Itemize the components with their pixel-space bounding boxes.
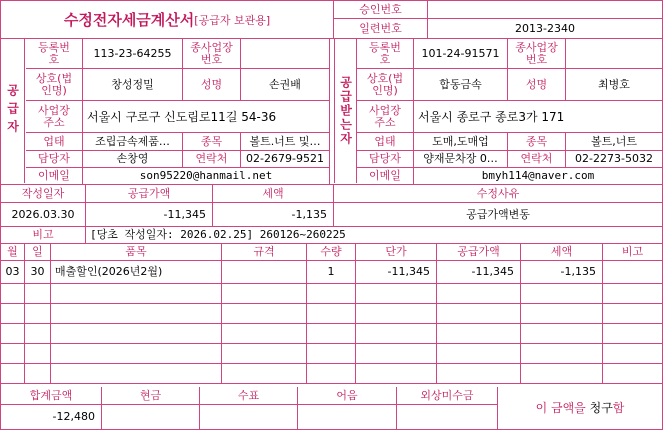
buyer-mgr-label: 담당자	[357, 151, 414, 168]
item-cell-supply: -11,345	[437, 261, 521, 284]
item-cell-price	[356, 304, 437, 324]
item-cell-supply	[437, 364, 521, 384]
items-table	[1, 244, 662, 386]
buyer-biz-value: 도매,도매업	[414, 133, 508, 151]
supplier-tel-label: 연락처	[183, 151, 241, 168]
item-cell-qty	[307, 304, 356, 324]
item-cell-qty	[307, 284, 356, 304]
supplier-mgr-label: 담당자	[26, 151, 83, 168]
items-header-day: 일	[25, 244, 51, 261]
supplier-rep-label: 성명	[183, 69, 241, 101]
summary-note-value: [당초 작성일자: 2026.02.25] 260126~260225	[86, 227, 662, 244]
item-cell-tax	[521, 304, 603, 324]
item-cell-qty	[307, 324, 356, 344]
buyer-addr-label: 사업장주소	[357, 101, 414, 133]
item-cell-month	[1, 304, 25, 324]
item-cell-tax	[521, 324, 603, 344]
supplier-rep-value: 손권배	[241, 69, 329, 101]
buyer-rep-value: 최병호	[566, 69, 662, 101]
approval-label: 승인번호	[334, 1, 428, 19]
item-cell-day	[25, 344, 51, 364]
cash-label: 현금	[102, 387, 200, 405]
item-cell-month	[1, 344, 25, 364]
item-cell-price: -11,345	[356, 261, 437, 284]
serial-label: 일련번호	[334, 19, 428, 38]
summary-reason-label: 수정사유	[334, 185, 662, 203]
claim-post: 함	[612, 401, 625, 415]
item-cell-supply	[437, 284, 521, 304]
supplier-sub-label: 종사업장번호	[183, 39, 241, 69]
item-cell-price	[356, 324, 437, 344]
item-cell-qty	[307, 344, 356, 364]
supplier-addr-value: 서울시 구로구 신도림로11길 54-36	[83, 101, 329, 133]
cash-value	[102, 405, 200, 429]
item-cell-name	[51, 344, 222, 364]
item-cell-spec	[222, 344, 307, 364]
check-label: 수표	[200, 387, 298, 405]
item-cell-day	[25, 284, 51, 304]
supplier-side-text: 공급자	[5, 84, 20, 138]
buyer-tel-label: 연락처	[508, 151, 566, 168]
item-cell-note	[603, 261, 662, 284]
item-cell-price	[356, 364, 437, 384]
claim-pre: 이 금액을	[535, 401, 586, 415]
buyer-item-value: 볼트,너트	[566, 133, 662, 151]
item-cell-month	[1, 324, 25, 344]
title-text: 수정전자세금계산서	[63, 11, 195, 29]
total-value: -12,480	[1, 405, 102, 429]
supplier-name-value: 창성정밀	[83, 69, 183, 101]
item-cell-name	[51, 304, 222, 324]
item-cell-month	[1, 284, 25, 304]
item-cell-name: 매출할인(2026년2월)	[51, 261, 222, 284]
item-cell-qty: 1	[307, 261, 356, 284]
buyer-email-value: bmyh114@naver.com	[481, 169, 595, 182]
items-header-spec: 규격	[222, 244, 307, 261]
supplier-name-label: 상호(법인명)	[26, 69, 83, 101]
items-header-name: 품목	[51, 244, 222, 261]
buyer-reg-value: 101-24-91571	[414, 39, 508, 69]
bill-label: 어음	[298, 387, 397, 405]
supplier-reg-value: 113-23-64255	[83, 39, 183, 69]
summary-date-label: 작성일자	[1, 185, 86, 203]
items-header-note: 비고	[603, 244, 662, 261]
item-cell-qty	[307, 364, 356, 384]
item-cell-name	[51, 364, 222, 384]
item-cell-price	[356, 344, 437, 364]
item-cell-note	[603, 284, 662, 304]
summary-supply-value: -11,345	[86, 203, 213, 227]
approval-value	[428, 1, 662, 19]
item-cell-name	[51, 324, 222, 344]
item-cell-day	[25, 364, 51, 384]
buyer-tel-value: 02-2273-5032	[566, 151, 662, 168]
item-cell-note	[603, 304, 662, 324]
item-cell-tax	[521, 364, 603, 384]
item-cell-supply	[437, 304, 521, 324]
summary-tax-label: 세액	[213, 185, 334, 203]
buyer-addr-value: 서울시 종로구 종로3가 171	[414, 101, 662, 133]
items-header-month: 월	[1, 244, 25, 261]
item-cell-note	[603, 344, 662, 364]
supplier-side-label	[1, 39, 25, 183]
summary-tax-value: -1,135	[213, 203, 334, 227]
item-cell-month: 03	[1, 261, 25, 284]
supplier-email-value: son95220@hanmail.net	[139, 169, 273, 182]
item-cell-supply	[437, 344, 521, 364]
item-cell-name	[51, 284, 222, 304]
buyer-mgr-value: 양재문차장 0…	[414, 151, 508, 168]
item-cell-tax	[521, 344, 603, 364]
buyer-email-label: 이메일	[357, 168, 414, 184]
item-cell-supply	[437, 324, 521, 344]
item-cell-spec	[222, 304, 307, 324]
items-header-price: 단가	[356, 244, 437, 261]
summary-date-value: 2026.03.30	[1, 203, 86, 227]
buyer-name-value: 합동금속	[414, 69, 508, 101]
summary-supply-label: 공급가액	[86, 185, 213, 203]
item-cell-price	[356, 284, 437, 304]
buyer-reg-label: 등록번호	[357, 39, 414, 69]
supplier-sub-value	[241, 39, 329, 69]
supplier-mgr-value: 손창영	[83, 151, 183, 168]
item-cell-spec	[222, 284, 307, 304]
buyer-name-label: 상호(법인명)	[357, 69, 414, 101]
buyer-biz-label: 업태	[357, 133, 414, 151]
title-sub: [공급자 보관용]	[194, 13, 271, 27]
buyer-side-text: 공급받는자	[338, 76, 353, 146]
items-header-qty: 수량	[307, 244, 356, 261]
supplier-addr-label: 사업장주소	[26, 101, 83, 133]
buyer-sub-label: 종사업장번호	[508, 39, 566, 69]
item-cell-month	[1, 364, 25, 384]
supplier-email-label: 이메일	[26, 168, 83, 184]
item-cell-spec	[222, 324, 307, 344]
items-header-tax: 세액	[521, 244, 603, 261]
serial-value: 2013-2340	[515, 21, 575, 35]
item-cell-tax	[521, 284, 603, 304]
claim-statement	[498, 387, 662, 429]
summary-note-label: 비고	[1, 227, 86, 244]
total-label: 합계금액	[1, 387, 102, 405]
item-cell-day	[25, 324, 51, 344]
credit-label: 외상미수금	[397, 387, 498, 405]
supplier-biz-value: 조립금속제품…	[83, 133, 183, 151]
item-cell-note	[603, 324, 662, 344]
item-cell-spec	[222, 364, 307, 384]
buyer-item-label: 종목	[508, 133, 566, 151]
item-cell-day	[25, 304, 51, 324]
bill-value	[298, 405, 397, 429]
supplier-biz-label: 업태	[26, 133, 83, 151]
invoice-title	[1, 1, 334, 38]
item-cell-note	[603, 364, 662, 384]
item-cell-day: 30	[25, 261, 51, 284]
buyer-side-label	[334, 39, 357, 183]
supplier-item-value: 볼트.너트 및…	[241, 133, 329, 151]
supplier-item-label: 종목	[183, 133, 241, 151]
item-cell-tax: -1,135	[521, 261, 603, 284]
check-value	[200, 405, 298, 429]
supplier-reg-label: 등록번호	[26, 39, 83, 69]
buyer-sub-value	[566, 39, 662, 69]
supplier-tel-value: 02-2679-9521	[241, 151, 329, 168]
claim-word: 청구	[589, 401, 613, 415]
buyer-rep-label: 성명	[508, 69, 566, 101]
item-cell-spec	[222, 261, 307, 284]
items-header-supply: 공급가액	[437, 244, 521, 261]
credit-value	[397, 405, 498, 429]
summary-reason-value: 공급가액변동	[334, 203, 662, 227]
